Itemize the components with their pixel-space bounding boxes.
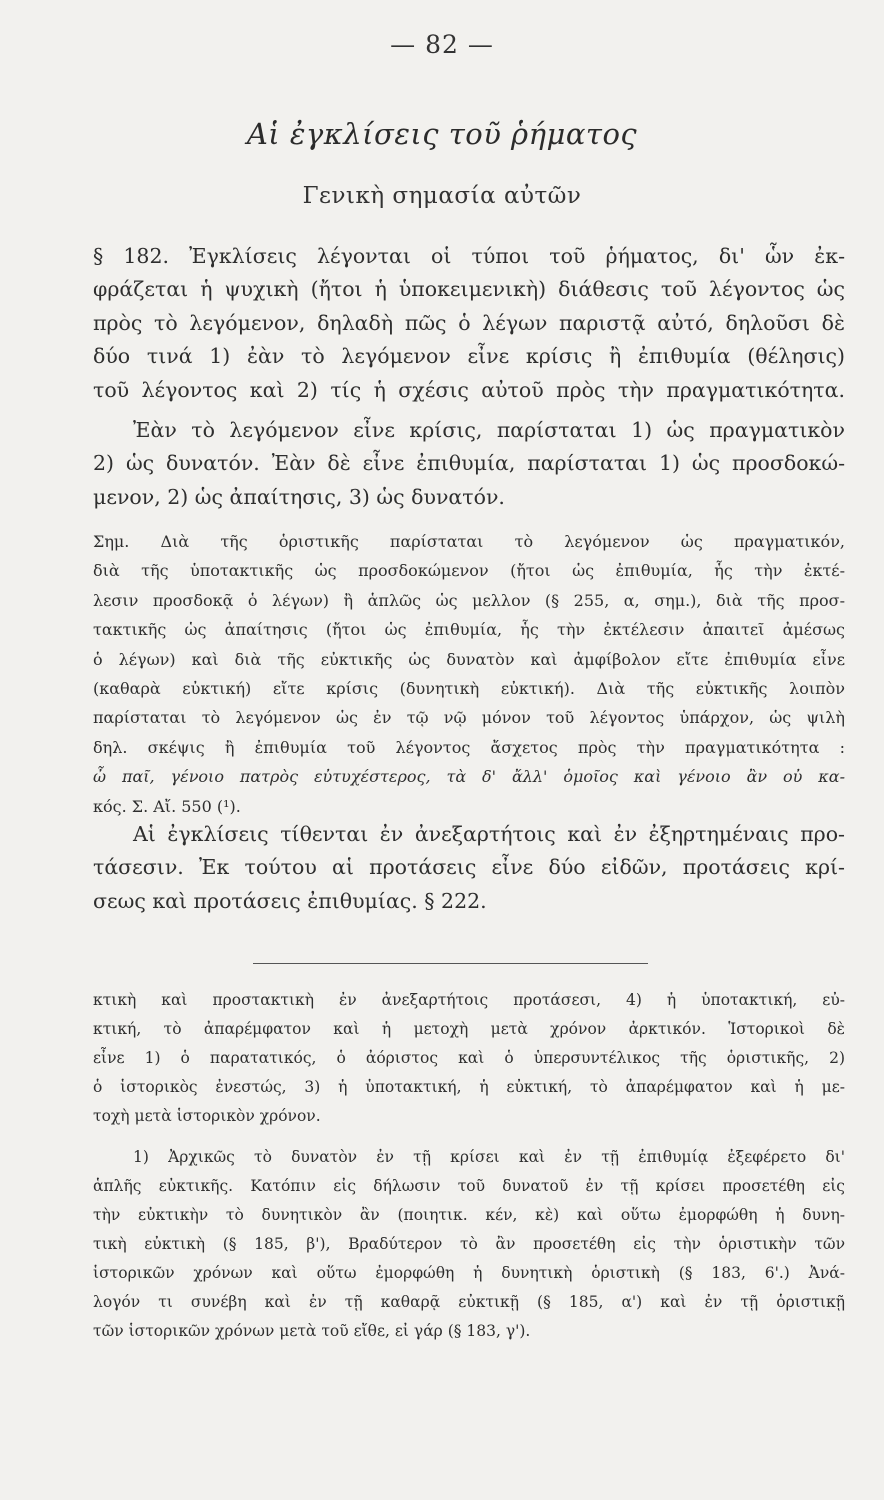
footnote-separator xyxy=(253,963,648,964)
note-line: κός. Σ. Αἴ. 550 (¹). xyxy=(93,796,241,816)
paragraph-independent-dependent xyxy=(93,818,845,918)
note-line: Σημ. Διὰ τῆς ὁριστικῆς παρίσταται τὸ λεγόμενον ὡς πραγματικόν, xyxy=(93,532,845,551)
footnote-line: λογόν τι συνέβη καὶ ἐν τῇ καθαρᾷ εὐκτικῇ (§ 185, α') καὶ ἐν τῇ ὁριστικῇ xyxy=(93,1293,845,1311)
section-heading: Γενικὴ σημασία αὐτῶν xyxy=(302,183,582,209)
footnote-line: 1) Ἀρχικῶς τὸ δυνατὸν ἐν τῇ κρίσει καὶ ἐν τῇ ἐπιθυμίᾳ ἐξεφέρετο δι' xyxy=(133,1148,845,1166)
footnote-line: ὁ ἱστορικὸς ἐνεστώς, 3) ἡ ὑποτακτική, ἡ εὐκτική, τὸ ἀπαρέμφατον καὶ ἡ με- xyxy=(93,1078,845,1096)
note-line: ὦ παῖ, γένοιο πατρὸς εὐτυχέστερος, τὰ δ' ἄλλ' ὁμοῖος καὶ γένοιο ἂν οὐ κα- xyxy=(93,767,845,787)
note-line: δηλ. σκέψις ἢ ἐπιθυμία τοῦ λέγοντος ἄσχετος πρὸς τὴν πραγματικότητα : xyxy=(93,737,845,757)
text-line: Αἱ ἐγκλίσεις τίθενται ἐν ἀνεξαρτήτοις καὶ ἐν ἐξηρτημέναις προ- xyxy=(133,822,845,846)
footnote-line: τῶν ἱστορικῶν χρόνων μετὰ τοῦ εἴθε, εἰ γάρ (§ 183, γ'). xyxy=(93,1322,531,1340)
paragraph-judgment-desire xyxy=(93,414,845,514)
paragraph-182 xyxy=(93,240,845,407)
footnote-continuation xyxy=(93,986,845,1131)
footnote-line: ἱστορικῶν χρόνων καὶ οὕτω ἐμορφώθη ἡ δυνητικὴ ὁριστικὴ (§ 183, 6'.) Ἀνά- xyxy=(93,1264,845,1282)
footnote-line: ἁπλῆς εὐκτικῆς. Κατόπιν εἰς δήλωσιν τοῦ δυνατοῦ ἐν τῇ κρίσει προσετέθη εἰς xyxy=(93,1177,845,1195)
text-line: σεως καὶ προτάσεις ἐπιθυμίας. § 222. xyxy=(93,888,487,913)
footnote-line: τὴν εὐκτικὴν τὸ δυνητικὸν ἂν (ποιητικ. κέν, κὲ) καὶ οὕτω ἐμορφώθη ἡ δυνη- xyxy=(93,1206,845,1224)
note-line: ὁ λέγων) καὶ διὰ τῆς εὐκτικῆς ὡς δυνατὸν καὶ ἀμφίβολον εἴτε ἐπιθυμία εἶνε xyxy=(93,649,845,669)
page-number: — 82 — xyxy=(390,30,494,59)
footnote-line: εἶνε 1) ὁ παρατατικός, ὁ ἀόριστος καὶ ὁ ὑπερσυντέλικος τῆς ὁριστικῆς, 2) xyxy=(93,1049,845,1067)
text-line: μενον, 2) ὡς ἀπαίτησις, 3) ὡς δυνατόν. xyxy=(93,484,505,509)
text-line: 2) ὡς δυνατόν. Ἐὰν δὲ εἶνε ἐπιθυμία, παρίσταται 1) ὡς προσδοκώ- xyxy=(93,451,845,476)
note-line: παρίσταται τὸ λεγόμενον ὡς ἐν τῷ νῷ μόνον τοῦ λέγοντος ὑπάρχον, ὡς ψιλὴ xyxy=(93,708,845,728)
footnote-line: τοχὴ μετὰ ἱστορικὸν χρόνον. xyxy=(93,1107,321,1125)
footnote-line: κτικὴ καὶ προστακτικὴ ἐν ἀνεξαρτήτοις προτάσεσι, 4) ἡ ὑποτακτική, εὐ- xyxy=(93,991,845,1009)
text-line: δύο τινά 1) ἐὰν τὸ λεγόμενον εἶνε κρίσις ἢ ἐπιθυμία (θέλησις) xyxy=(93,344,845,369)
footnote-line: τικὴ εὐκτικὴ (§ 185, β'), Βραδύτερον τὸ ἂν προσετέθη εἰς τὴν ὁριστικὴν τῶν xyxy=(93,1235,845,1253)
note-line: τακτικῆς ὡς ἀπαίτησις (ἤτοι ὡς ἐπιθυμία, ἧς τὴν ἐκτέλεσιν ἀπαιτεῖ ἀμέσως xyxy=(93,620,845,640)
text-line: φράζεται ἡ ψυχικὴ (ἤτοι ἡ ὑποκειμενικὴ) διάθεσις τοῦ λέγοντος ὡς xyxy=(93,277,845,302)
chapter-title: Αἱ ἐγκλίσεις τοῦ ῥήματος xyxy=(246,117,638,151)
text-line: Ἐὰν τὸ λεγόμενον εἶνε κρίσις, παρίσταται 1) ὡς πραγματικὸν xyxy=(133,418,845,442)
note-block xyxy=(93,527,845,821)
text-line: τάσεσιν. Ἐκ τούτου αἱ προτάσεις εἶνε δύο εἰδῶν, προτάσεις κρί- xyxy=(93,855,845,880)
note-line: (καθαρὰ εὐκτική) εἴτε κρίσις (δυνητικὴ εὐκτική). Διὰ τῆς εὐκτικῆς λοιπὸν xyxy=(93,679,845,699)
text-line: πρὸς τὸ λεγόμενον, δηλαδὴ πῶς ὁ λέγων παριστᾷ αὐτό, δηλοῦσι δὲ xyxy=(93,310,845,335)
text-line: § 182. Ἐγκλίσεις λέγονται οἱ τύποι τοῦ ῥήματος, δι' ὧν ἐκ- xyxy=(93,244,845,268)
text-line: τοῦ λέγοντος καὶ 2) τίς ἡ σχέσις αὐτοῦ πρὸς τὴν πραγματικότητα. xyxy=(93,377,845,402)
footnote-1 xyxy=(93,1143,845,1346)
footnote-line: κτική, τὸ ἀπαρέμφατον καὶ ἡ μετοχὴ μετὰ χρόνον ἀρκτικόν. Ἱστορικοὶ δὲ xyxy=(93,1020,845,1038)
note-line: λεσιν προσδοκᾷ ὁ λέγων) ἢ ἁπλῶς ὡς μελλον (§ 255, α, σημ.), διὰ τῆς προσ- xyxy=(93,590,845,610)
note-line: διὰ τῆς ὑποτακτικῆς ὡς προσδοκώμενον (ἤτοι ὡς ἐπιθυμία, ἧς τὴν ἐκτέ- xyxy=(93,561,845,581)
